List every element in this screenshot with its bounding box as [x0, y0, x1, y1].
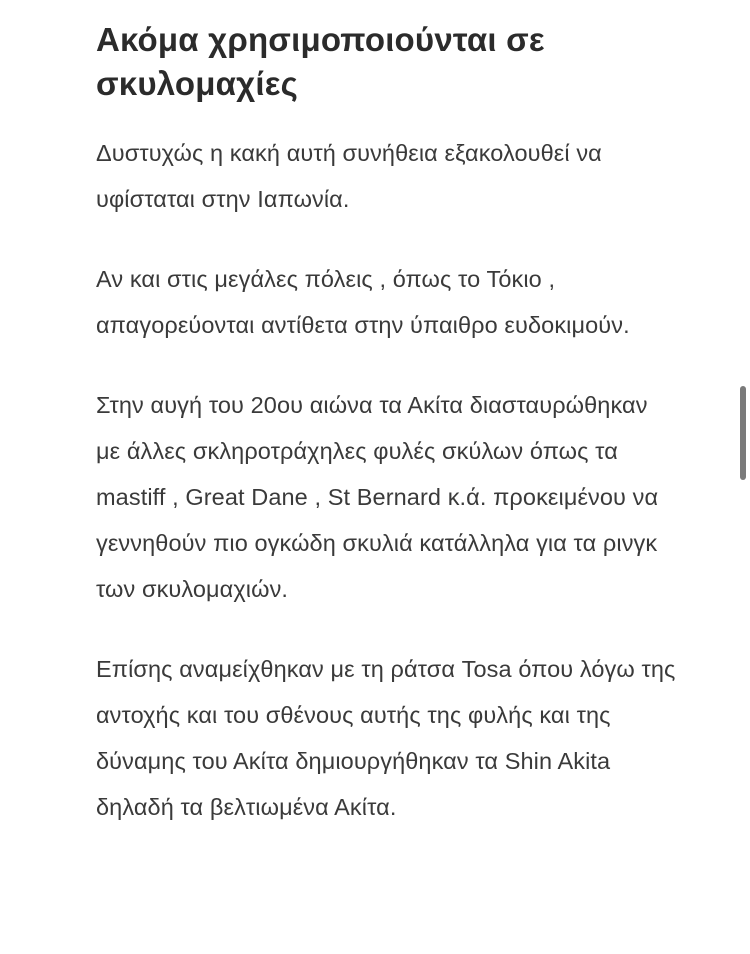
paragraph: Δυστυχώς η κακή αυτή συνήθεια εξακολουθεί να υφίσταται στην Ιαπωνία. — [96, 140, 602, 212]
paragraph: Αν και στις μεγάλες πόλεις , όπως το Τόκιο , απαγορεύονται αντίθετα στην ύπαιθρο ευδοκιμούν. — [96, 266, 630, 338]
paragraph: Επίσης αναμείχθηκαν με τη ράτσα Tosa όπου λόγω της αντοχής και του σθένους αυτής της φυλής και της δύναμης του Ακίτα δημιουργήθηκαν τα Shin Akita δηλαδή τα βελτιωμένα Ακίτα. — [96, 656, 676, 820]
article-content — [96, 18, 676, 864]
section-heading: Ακόμα χρησιμοποιούνται σε σκυλομαχίες — [96, 21, 545, 102]
paragraph: Στην αυγή του 20ου αιώνα τα Ακίτα διασταυρώθηκαν με άλλες σκληροτράχηλες φυλές σκύλων όπως τα mastiff , Great Dane , St Bernard κ.ά. προκειμένου να γεννηθούν πιο ογκώδη σκυλιά κατάλληλα για τα ρινγκ των σκυλομαχιών. — [96, 392, 659, 602]
scrollbar-thumb[interactable] — [740, 386, 746, 480]
